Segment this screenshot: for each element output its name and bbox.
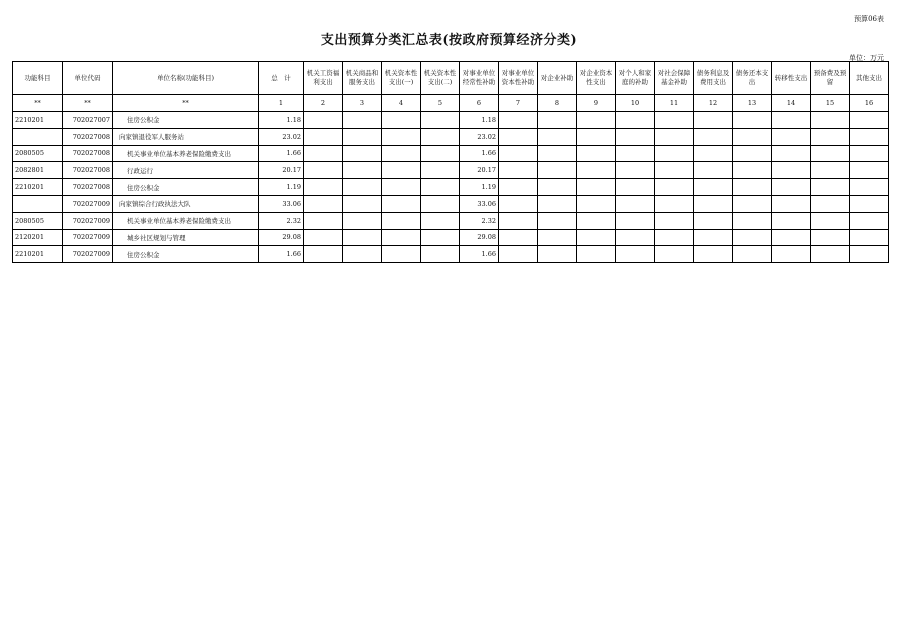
empty-cell [499, 179, 538, 196]
unit-name-cell: 机关事业单位基本养老保险缴费支出 [113, 212, 259, 229]
empty-cell [850, 145, 889, 162]
unit-code-cell: 702027008 [63, 145, 113, 162]
empty-cell [772, 212, 811, 229]
empty-cell [772, 145, 811, 162]
total-cell: 29.08 [259, 229, 304, 246]
empty-cell [733, 112, 772, 129]
table-row [13, 179, 889, 196]
empty-cell [421, 212, 460, 229]
empty-cell [616, 112, 655, 129]
empty-cell [655, 195, 694, 212]
empty-cell [304, 112, 343, 129]
empty-cell [382, 162, 421, 179]
empty-cell [850, 112, 889, 129]
empty-cell [655, 145, 694, 162]
empty-cell [811, 195, 850, 212]
empty-cell [343, 246, 382, 263]
column-header: 对社会保障基金补助 [655, 62, 694, 95]
empty-cell [421, 229, 460, 246]
empty-cell [616, 162, 655, 179]
empty-cell [694, 128, 733, 145]
empty-cell [850, 246, 889, 263]
table-row [13, 195, 889, 212]
column-header: 债务还本支出 [733, 62, 772, 95]
total-cell: 23.02 [259, 128, 304, 145]
unit-code-cell: 702027009 [63, 229, 113, 246]
empty-cell [577, 128, 616, 145]
operating-subsidy-cell: 23.02 [460, 128, 499, 145]
column-header: 单位名称(功能科目) [113, 62, 259, 95]
empty-cell [343, 145, 382, 162]
empty-cell [850, 162, 889, 179]
operating-subsidy-cell: 20.17 [460, 162, 499, 179]
empty-cell [421, 145, 460, 162]
empty-cell [577, 179, 616, 196]
empty-cell [577, 212, 616, 229]
empty-cell [772, 229, 811, 246]
column-index: 9 [577, 95, 616, 112]
empty-cell [538, 128, 577, 145]
table-row [13, 246, 889, 263]
empty-cell [499, 162, 538, 179]
empty-cell [499, 212, 538, 229]
empty-cell [382, 179, 421, 196]
total-cell: 1.18 [259, 112, 304, 129]
unit-name-cell: 机关事业单位基本养老保险缴费支出 [113, 145, 259, 162]
empty-cell [499, 195, 538, 212]
operating-subsidy-cell: 33.06 [460, 195, 499, 212]
empty-cell [538, 246, 577, 263]
unit-code-cell: 702027009 [63, 195, 113, 212]
empty-cell [694, 212, 733, 229]
empty-cell [616, 195, 655, 212]
empty-cell [499, 145, 538, 162]
empty-cell [577, 112, 616, 129]
column-index: 7 [499, 95, 538, 112]
empty-cell [421, 246, 460, 263]
table-row [13, 128, 889, 145]
operating-subsidy-cell: 1.18 [460, 112, 499, 129]
empty-cell [694, 229, 733, 246]
function-code-cell: 2210201 [13, 112, 63, 129]
empty-cell [850, 229, 889, 246]
empty-cell [343, 195, 382, 212]
empty-cell [811, 128, 850, 145]
unit-code-cell: 702027008 [63, 128, 113, 145]
empty-cell [304, 179, 343, 196]
function-code-cell: 2080505 [13, 212, 63, 229]
empty-cell [499, 246, 538, 263]
empty-cell [694, 246, 733, 263]
column-header: 机关资本性支出(二) [421, 62, 460, 95]
table-row [13, 229, 889, 246]
empty-cell [694, 179, 733, 196]
table-row [13, 145, 889, 162]
column-index: 8 [538, 95, 577, 112]
column-header: 对企业资本性支出 [577, 62, 616, 95]
empty-cell [538, 112, 577, 129]
empty-cell [811, 212, 850, 229]
empty-cell [421, 195, 460, 212]
empty-cell [655, 128, 694, 145]
empty-cell [538, 195, 577, 212]
unit-name-cell: 行政运行 [113, 162, 259, 179]
empty-cell [577, 162, 616, 179]
column-index: ** [13, 95, 63, 112]
empty-cell [343, 128, 382, 145]
empty-cell [382, 112, 421, 129]
empty-cell [499, 128, 538, 145]
empty-cell [772, 128, 811, 145]
column-header: 转移性支出 [772, 62, 811, 95]
empty-cell [616, 179, 655, 196]
column-index: 1 [259, 95, 304, 112]
empty-cell [382, 246, 421, 263]
column-index: 11 [655, 95, 694, 112]
column-index: 14 [772, 95, 811, 112]
empty-cell [421, 128, 460, 145]
column-header: 机关资本性支出(一) [382, 62, 421, 95]
unit-code-cell: 702027008 [63, 162, 113, 179]
column-header: 机关工资福利支出 [304, 62, 343, 95]
unit-name-cell: 城乡社区规划与管理 [113, 229, 259, 246]
table-row [13, 212, 889, 229]
empty-cell [655, 112, 694, 129]
column-index: 12 [694, 95, 733, 112]
unit-code-cell: 702027008 [63, 179, 113, 196]
unit-code-cell: 702027009 [63, 212, 113, 229]
total-cell: 2.32 [259, 212, 304, 229]
index-row [13, 95, 889, 112]
column-header: 对个人和家庭的补助 [616, 62, 655, 95]
total-cell: 33.06 [259, 195, 304, 212]
empty-cell [811, 246, 850, 263]
empty-cell [616, 145, 655, 162]
column-header: 对事业单位资本性补助 [499, 62, 538, 95]
empty-cell [304, 128, 343, 145]
operating-subsidy-cell: 1.66 [460, 246, 499, 263]
unit-name-cell: 住房公积金 [113, 179, 259, 196]
function-code-cell: 2120201 [13, 229, 63, 246]
empty-cell [538, 229, 577, 246]
empty-cell [304, 145, 343, 162]
empty-cell [616, 229, 655, 246]
column-index: ** [63, 95, 113, 112]
empty-cell [616, 128, 655, 145]
total-cell: 1.66 [259, 246, 304, 263]
column-index: 10 [616, 95, 655, 112]
empty-cell [655, 212, 694, 229]
column-index: 5 [421, 95, 460, 112]
empty-cell [811, 112, 850, 129]
empty-cell [538, 145, 577, 162]
empty-cell [733, 246, 772, 263]
empty-cell [304, 212, 343, 229]
column-index: 15 [811, 95, 850, 112]
column-index: 3 [343, 95, 382, 112]
empty-cell [421, 112, 460, 129]
empty-cell [304, 195, 343, 212]
unit-name-cell: 住房公积金 [113, 112, 259, 129]
empty-cell [811, 229, 850, 246]
empty-cell [421, 162, 460, 179]
empty-cell [421, 179, 460, 196]
empty-cell [382, 229, 421, 246]
empty-cell [850, 195, 889, 212]
empty-cell [382, 195, 421, 212]
empty-cell [772, 179, 811, 196]
unit-name-cell: 向家镇退役军人服务站 [113, 128, 259, 145]
column-index: 2 [304, 95, 343, 112]
page-title: 支出预算分类汇总表(按政府预算经济分类) [320, 33, 578, 48]
column-index: 16 [850, 95, 889, 112]
empty-cell [499, 112, 538, 129]
empty-cell [772, 195, 811, 212]
empty-cell [733, 145, 772, 162]
empty-cell [538, 179, 577, 196]
operating-subsidy-cell: 1.19 [460, 179, 499, 196]
empty-cell [343, 229, 382, 246]
column-header: 对事业单位经常性补助 [460, 62, 499, 95]
empty-cell [811, 145, 850, 162]
empty-cell [538, 212, 577, 229]
empty-cell [733, 212, 772, 229]
column-header: 功能科目 [13, 62, 63, 95]
function-code-cell: 2082801 [13, 162, 63, 179]
empty-cell [694, 195, 733, 212]
column-index: 4 [382, 95, 421, 112]
empty-cell [694, 145, 733, 162]
total-cell: 1.19 [259, 179, 304, 196]
column-header: 其他支出 [850, 62, 889, 95]
column-header: 对企业补助 [538, 62, 577, 95]
empty-cell [577, 195, 616, 212]
empty-cell [382, 145, 421, 162]
function-code-cell [13, 128, 63, 145]
empty-cell [733, 229, 772, 246]
unit-code-cell: 702027007 [63, 112, 113, 129]
empty-cell [850, 212, 889, 229]
table-row [13, 162, 889, 179]
empty-cell [577, 246, 616, 263]
empty-cell [382, 128, 421, 145]
empty-cell [343, 179, 382, 196]
function-code-cell: 2210201 [13, 179, 63, 196]
empty-cell [811, 162, 850, 179]
empty-cell [850, 128, 889, 145]
table-row [13, 112, 889, 129]
empty-cell [772, 162, 811, 179]
empty-cell [616, 246, 655, 263]
empty-cell [343, 162, 382, 179]
empty-cell [343, 212, 382, 229]
column-header: 债务利息及费用支出 [694, 62, 733, 95]
empty-cell [655, 179, 694, 196]
operating-subsidy-cell: 1.66 [460, 145, 499, 162]
empty-cell [655, 246, 694, 263]
empty-cell [499, 229, 538, 246]
empty-cell [382, 212, 421, 229]
unit-code-cell: 702027009 [63, 246, 113, 263]
total-cell: 20.17 [259, 162, 304, 179]
column-header: 单位代码 [63, 62, 113, 95]
total-cell: 1.66 [259, 145, 304, 162]
empty-cell [733, 128, 772, 145]
empty-cell [772, 246, 811, 263]
unit-name-cell: 向家镇综合行政执法大队 [113, 195, 259, 212]
column-index: 6 [460, 95, 499, 112]
operating-subsidy-cell: 2.32 [460, 212, 499, 229]
function-code-cell: 2210201 [13, 246, 63, 263]
unit-label: 单位：万元 [849, 54, 884, 62]
empty-cell [616, 212, 655, 229]
empty-cell [694, 162, 733, 179]
empty-cell [850, 179, 889, 196]
empty-cell [733, 179, 772, 196]
empty-cell [304, 162, 343, 179]
header-row [13, 62, 889, 95]
empty-cell [694, 112, 733, 129]
operating-subsidy-cell: 29.08 [460, 229, 499, 246]
empty-cell [655, 229, 694, 246]
empty-cell [304, 229, 343, 246]
column-header: 总 计 [259, 62, 304, 95]
unit-name-cell: 住房公积金 [113, 246, 259, 263]
empty-cell [343, 112, 382, 129]
empty-cell [577, 145, 616, 162]
function-code-cell [13, 195, 63, 212]
budget-table [12, 61, 889, 263]
column-index: ** [113, 95, 259, 112]
empty-cell [733, 162, 772, 179]
column-index: 13 [733, 95, 772, 112]
empty-cell [538, 162, 577, 179]
column-header: 预备费及预留 [811, 62, 850, 95]
column-header: 机关商品和服务支出 [343, 62, 382, 95]
empty-cell [304, 246, 343, 263]
empty-cell [577, 229, 616, 246]
empty-cell [733, 195, 772, 212]
empty-cell [772, 112, 811, 129]
empty-cell [655, 162, 694, 179]
form-number: 预算06表 [854, 15, 884, 23]
empty-cell [811, 179, 850, 196]
function-code-cell: 2080505 [13, 145, 63, 162]
